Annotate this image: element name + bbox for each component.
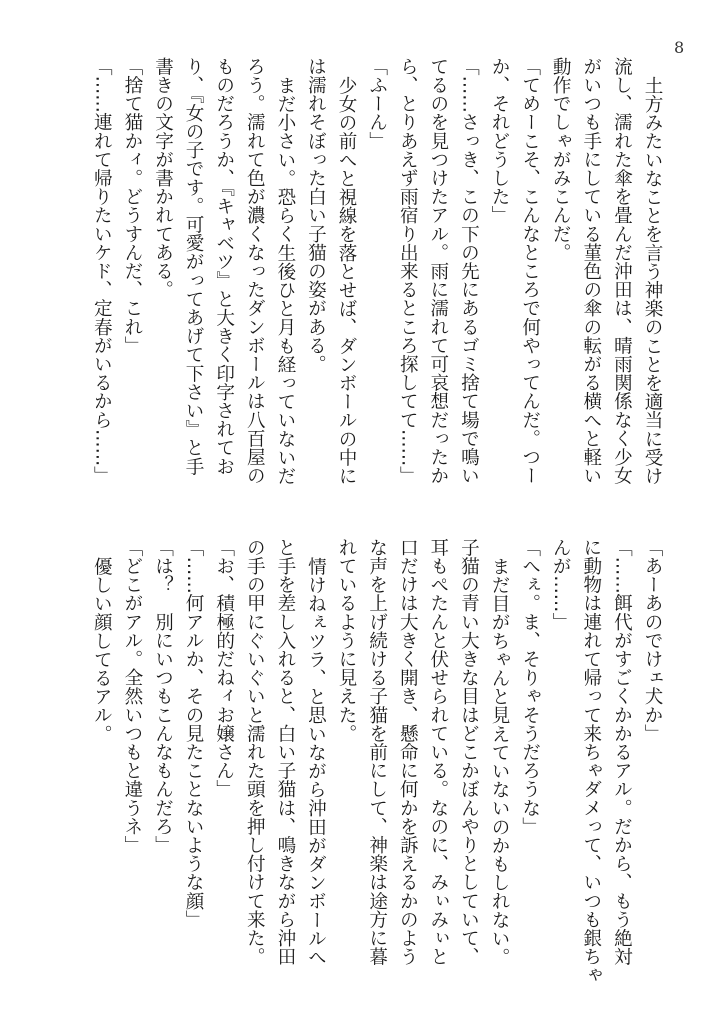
- text-line: 「どこがアル。全然いつもと違うネ」: [121, 538, 143, 855]
- text-line: まだ目がちゃんと見えていないのかもしれない。: [489, 556, 511, 966]
- text-block-bottom: [85, 538, 667, 985]
- text-line: に動物は連れて帰って来ちゃダメって、いつも銀ちゃ: [580, 538, 602, 985]
- text-line: 土方みたいなことを言う神楽のことを適当に受け: [642, 75, 663, 485]
- text-line: れているように見えた。: [336, 538, 358, 743]
- text-line: ら、とりあえず雨宿り出来るところ探してて……」: [397, 57, 419, 485]
- text-line: 書きの文字が書かれてある。: [152, 57, 174, 299]
- text-line: 耳もぺたんと伏せられている。なのに、みぃみぃと: [427, 538, 449, 966]
- text-line: てるのを見つけたアル。雨に濡れて可哀想だったか: [427, 57, 449, 485]
- text-line: は濡れそぼった白い子猫の姿がある。: [305, 57, 327, 374]
- text-line: 「……餌代がすごくかかるアル。だから、もう絶対: [611, 538, 633, 966]
- text-line: まだ小さい。恐らく生後ひと月も経っていないだ: [274, 75, 296, 485]
- text-line: と手を差し入れると、白い子猫は、鳴きながら沖田: [274, 538, 296, 966]
- text-line: 「……さっき、この下の先にあるゴミ捨て場で鳴い: [458, 57, 480, 485]
- text-line: 流し、濡れた傘を畳んだ沖田は、晴雨関係なく少女: [611, 57, 633, 485]
- text-block-top: [85, 57, 667, 497]
- text-line: な声を上げ続ける子猫を前にして、神楽は途方に暮: [366, 538, 388, 966]
- text-line: 少女の前へと視線を落とせば、ダンボールの中に: [336, 75, 358, 485]
- text-line: がいつも手にしている菫色の傘の転がる横へと軽い: [580, 57, 602, 485]
- text-line: 口だけは大きく開き、懸命に何かを訴えるかのよう: [397, 538, 419, 966]
- text-line: ろう。濡れて色が濃くなったダンボールは八百屋の: [244, 57, 266, 485]
- text-line: 情けねぇツラ、と思いながら沖田がダンボールへ: [305, 556, 327, 966]
- text-line: 「捨て猫かィ。どうすんだ、これ」: [121, 57, 143, 355]
- text-line: 「あーあのでけェ犬か」: [642, 538, 663, 743]
- text-line: 「ふーん」: [366, 57, 388, 150]
- text-line: 「は？ 別にいつもこんなもんだろ」: [152, 538, 174, 855]
- page-number: 8: [674, 38, 685, 57]
- text-line: 「てめーこそ、こんなところで何やってんだ。つー: [519, 57, 541, 485]
- text-line: 「お、積極的だねィお嬢さん」: [213, 538, 235, 799]
- text-line: 「……何アルか、その見たことないような顔」: [183, 538, 205, 929]
- text-line: 子猫の青い大きな目はどこかぼんやりとしていて、: [458, 538, 480, 966]
- text-line: んが……」: [550, 538, 572, 631]
- text-line: の手の甲にぐいぐいと濡れた頭を押し付けて来た。: [244, 538, 266, 966]
- text-line: り、『女の子です。可愛がってあげて下さい』と手: [183, 57, 205, 476]
- text-line: 「……連れて帰りたいケド、定春がいるから……」: [91, 57, 113, 485]
- text-line: ものだろうか、『キャベツ』と大きく印字されてお: [213, 57, 235, 476]
- text-line: か、それどうした」: [489, 57, 511, 225]
- text-line: 優しい顔してるアル。: [91, 556, 113, 743]
- text-line: 動作でしゃがみこんだ。: [550, 57, 572, 262]
- text-line: 「へぇ。ま、そりゃそうだろうな」: [519, 538, 541, 836]
